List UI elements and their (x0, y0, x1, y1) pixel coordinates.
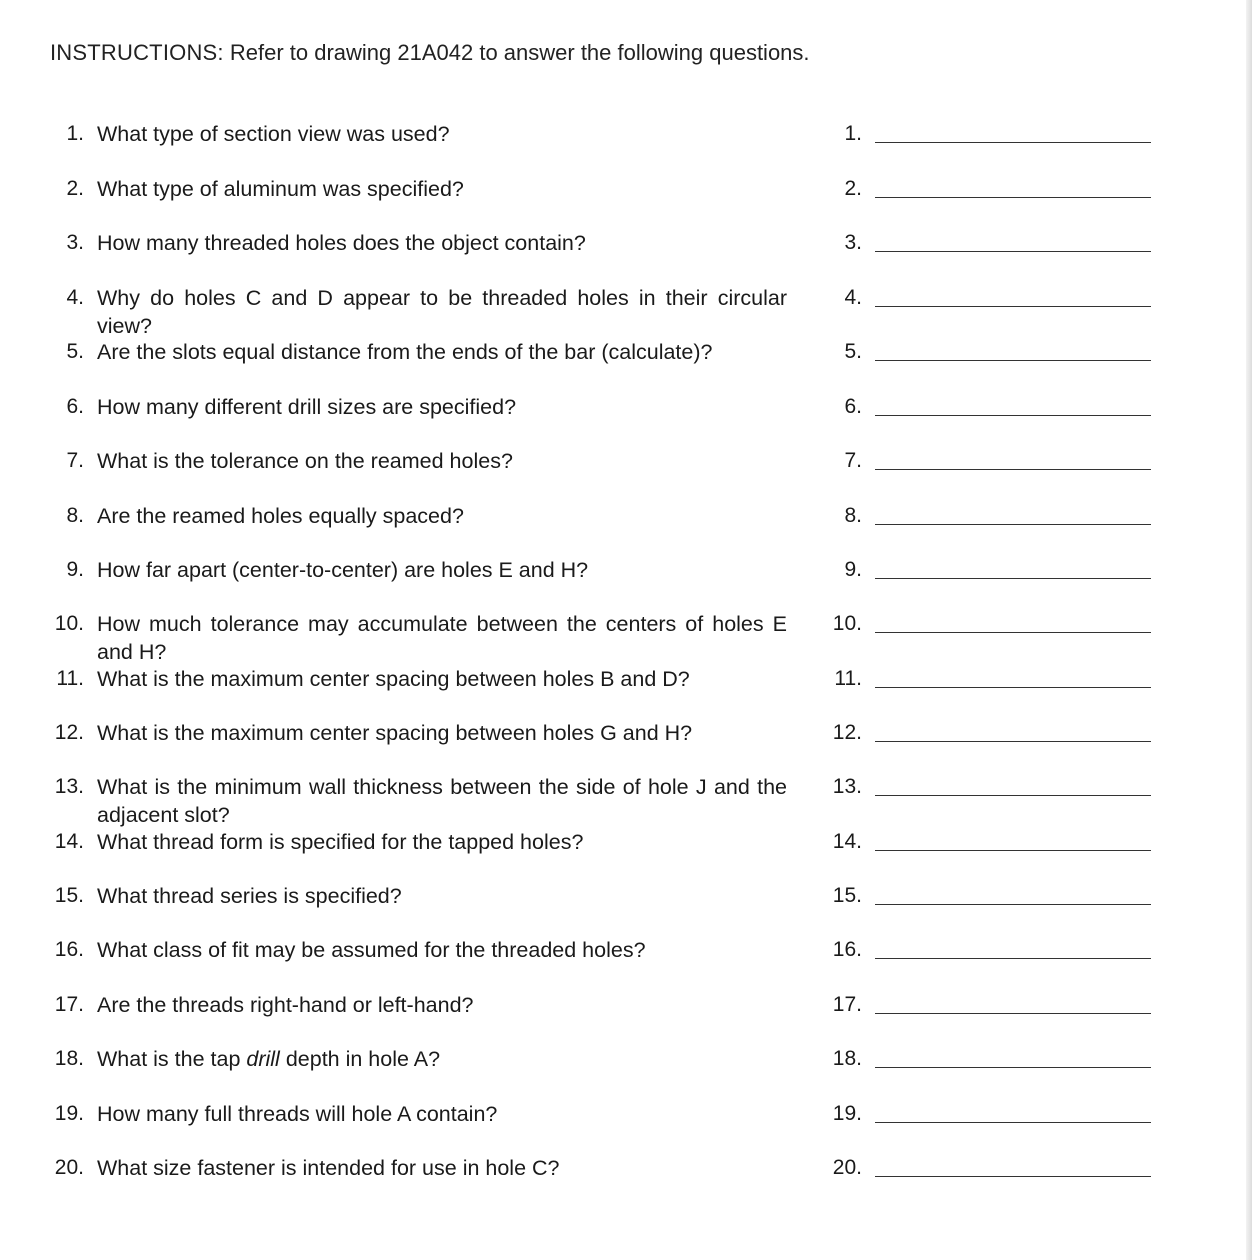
answer-number: 8. (844, 504, 862, 527)
question-text: Are the slots equal distance from the ends of the bar (calculate)? (97, 340, 713, 364)
answer-number: 9. (844, 558, 862, 581)
answer-blank[interactable] (875, 1013, 1151, 1014)
question-text: How many different drill sizes are specified? (97, 395, 517, 419)
answer-number: 19. (832, 1102, 862, 1125)
question-text: How far apart (center-to-center) are holes E and H? (97, 558, 589, 582)
question-number: 16. (54, 938, 84, 961)
answer-number: 1. (844, 122, 862, 145)
answer-number: 10. (832, 612, 862, 635)
question-number: 9. (66, 558, 84, 581)
question-text-after: depth in hole A? (279, 1047, 441, 1071)
answer-number: 7. (844, 449, 862, 472)
answer-blank[interactable] (875, 578, 1151, 579)
question-text: What is the tolerance on the reamed holes? (97, 449, 513, 473)
answer-number: 5. (844, 340, 862, 363)
answer-blank[interactable] (875, 1067, 1151, 1068)
answer-number: 4. (844, 286, 862, 309)
question-number: 11. (56, 667, 84, 690)
answer-blank[interactable] (875, 360, 1151, 361)
question-number: 12. (54, 721, 84, 744)
question-text: What is the maximum center spacing between holes G and H? (97, 721, 693, 745)
answer-number: 6. (844, 395, 862, 418)
answer-blank[interactable] (875, 795, 1151, 796)
question-text: What thread series is specified? (97, 884, 402, 908)
question-text: What is the maximum center spacing between holes B and D? (97, 667, 690, 691)
question-number: 6. (66, 395, 84, 418)
question-text: What is the minimum wall thickness between the side of hole J and the adjacent slot? (97, 775, 787, 827)
question-number: 13. (54, 775, 84, 798)
question-number: 7. (66, 449, 84, 472)
answer-number: 20. (832, 1156, 862, 1179)
answer-number: 2. (844, 177, 862, 200)
answer-blank[interactable] (875, 1122, 1151, 1123)
question-number: 17. (54, 993, 84, 1016)
answer-blank[interactable] (875, 524, 1151, 525)
question-text: Why do holes C and D appear to be threaded holes in their circular view? (97, 286, 787, 338)
answer-number: 14. (832, 830, 862, 853)
answer-blank[interactable] (875, 251, 1151, 252)
instructions-label: INSTRUCTIONS: (50, 40, 224, 65)
answer-blank[interactable] (875, 142, 1151, 143)
answer-number: 18. (832, 1047, 862, 1070)
answer-blank[interactable] (875, 687, 1151, 688)
answer-blank[interactable] (875, 958, 1151, 959)
answer-number: 15. (832, 884, 862, 907)
question-number: 4. (66, 286, 84, 309)
answer-blank[interactable] (875, 306, 1151, 307)
answer-blank[interactable] (875, 197, 1151, 198)
question-text-italic: drill (246, 1047, 280, 1071)
question-number: 1. (66, 122, 84, 145)
question-number: 10. (54, 612, 84, 635)
answer-number: 12. (832, 721, 862, 744)
question-text-before: What is the tap (97, 1047, 247, 1071)
answer-number: 3. (844, 231, 862, 254)
question-number: 19. (54, 1102, 84, 1125)
question-text: How many full threads will hole A contain? (97, 1102, 498, 1126)
answer-number: 17. (832, 993, 862, 1016)
question-text: What thread form is specified for the tapped holes? (97, 830, 584, 854)
question-number: 3. (66, 231, 84, 254)
question-number: 2. (66, 177, 84, 200)
answer-blank[interactable] (875, 415, 1151, 416)
answer-blank[interactable] (875, 1176, 1151, 1177)
question-text: How many threaded holes does the object contain? (97, 231, 586, 255)
answer-number: 11. (834, 667, 862, 690)
answer-number: 13. (832, 775, 862, 798)
question-text: What type of aluminum was specified? (97, 177, 464, 201)
question-number: 15. (54, 884, 84, 907)
question-text: What class of fit may be assumed for the threaded holes? (97, 938, 646, 962)
answer-blank[interactable] (875, 904, 1151, 905)
instructions-text: Refer to drawing 21A042 to answer the following questions. (229, 40, 810, 65)
answer-blank[interactable] (875, 741, 1151, 742)
question-number: 18. (54, 1047, 84, 1070)
question-text: How much tolerance may accumulate between the centers of holes E and H? (97, 612, 787, 664)
answer-blank[interactable] (875, 632, 1151, 633)
answer-blank[interactable] (875, 469, 1151, 470)
question-number: 8. (66, 504, 84, 527)
answer-number: 16. (832, 938, 862, 961)
answer-blank[interactable] (875, 850, 1151, 851)
question-number: 20. (54, 1156, 84, 1179)
question-text: Are the reamed holes equally spaced? (97, 504, 464, 528)
question-text: Are the threads right-hand or left-hand? (97, 993, 474, 1017)
question-text: What size fastener is intended for use in hole C? (97, 1156, 560, 1180)
question-number: 5. (66, 340, 84, 363)
question-number: 14. (54, 830, 84, 853)
question-text: What type of section view was used? (97, 122, 450, 146)
